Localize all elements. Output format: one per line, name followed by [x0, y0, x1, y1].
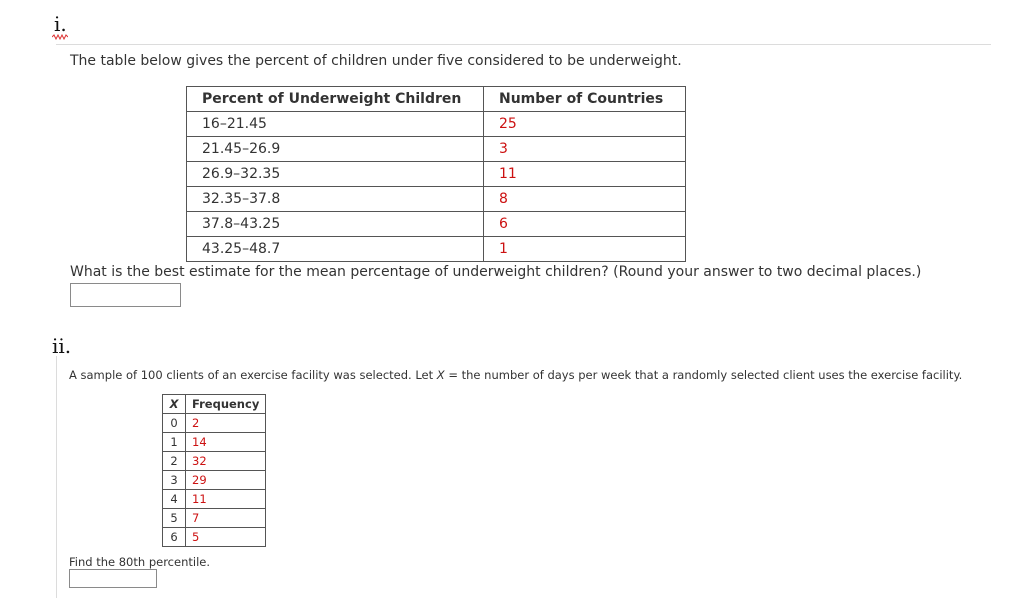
table-row — [163, 433, 266, 452]
problem-ii-intro — [69, 368, 962, 382]
intro-text-after: = the number of days per week that a randomly selected client uses the exercise facility. — [444, 368, 963, 382]
x-value-cell: 4 — [163, 490, 186, 509]
header-countries: Number of Countries — [484, 87, 686, 112]
table-row — [163, 414, 266, 433]
countries-count-cell: 25 — [484, 112, 686, 137]
percent-range-cell: 32.35–37.8 — [187, 187, 484, 212]
percent-range-cell: 43.25–48.7 — [187, 237, 484, 262]
table-row — [163, 490, 266, 509]
problem-i-marker — [54, 12, 67, 36]
intro-text-before: A sample of 100 clients of an exercise facility was selected. Let — [69, 368, 437, 382]
table-row — [187, 112, 686, 137]
section-left-border — [56, 356, 57, 598]
frequency-cell: 32 — [186, 452, 266, 471]
x-value-cell: 2 — [163, 452, 186, 471]
countries-count-cell: 11 — [484, 162, 686, 187]
mean-answer-input[interactable] — [70, 283, 181, 307]
x-value-cell: 5 — [163, 509, 186, 528]
countries-count-cell: 3 — [484, 137, 686, 162]
table-row — [163, 509, 266, 528]
x-value-cell: 0 — [163, 414, 186, 433]
variable-x: X — [436, 368, 445, 382]
x-value-cell: 1 — [163, 433, 186, 452]
frequency-cell: 7 — [186, 509, 266, 528]
percent-range-cell: 37.8–43.25 — [187, 212, 484, 237]
percent-range-cell: 26.9–32.35 — [187, 162, 484, 187]
table-header-row — [187, 87, 686, 112]
table-row — [187, 162, 686, 187]
x-value-cell: 3 — [163, 471, 186, 490]
table-row — [163, 528, 266, 547]
table-row — [163, 471, 266, 490]
problem-i-question: What is the best estimate for the mean percentage of underweight children? (Round your answer to two decimal places.) — [70, 264, 922, 280]
percentile-answer-input[interactable] — [69, 569, 157, 588]
problem-ii-marker: ii. — [52, 334, 72, 358]
table-row — [187, 237, 686, 262]
header-x: X — [163, 395, 186, 414]
countries-count-cell: 8 — [484, 187, 686, 212]
frequency-cell: 2 — [186, 414, 266, 433]
table-row — [187, 212, 686, 237]
table-header-row — [163, 395, 266, 414]
header-frequency: Frequency — [186, 395, 266, 414]
countries-count-cell: 6 — [484, 212, 686, 237]
countries-count-cell: 1 — [484, 237, 686, 262]
problem-ii-question: Find the 80th percentile. — [69, 555, 210, 569]
problem-i-intro: The table below gives the percent of children under five considered to be underweight. — [70, 53, 682, 69]
frequency-cell: 11 — [186, 490, 266, 509]
section-divider — [56, 44, 991, 45]
problem-i-number: i. — [54, 12, 67, 36]
table-row — [187, 187, 686, 212]
underweight-table — [186, 86, 686, 262]
frequency-table — [162, 394, 266, 547]
table-row — [163, 452, 266, 471]
percent-range-cell: 16–21.45 — [187, 112, 484, 137]
frequency-cell: 29 — [186, 471, 266, 490]
frequency-cell: 5 — [186, 528, 266, 547]
header-percent: Percent of Underweight Children — [187, 87, 484, 112]
percent-range-cell: 21.45–26.9 — [187, 137, 484, 162]
frequency-cell: 14 — [186, 433, 266, 452]
spellcheck-squiggle-icon — [52, 34, 68, 40]
table-row — [187, 137, 686, 162]
x-value-cell: 6 — [163, 528, 186, 547]
